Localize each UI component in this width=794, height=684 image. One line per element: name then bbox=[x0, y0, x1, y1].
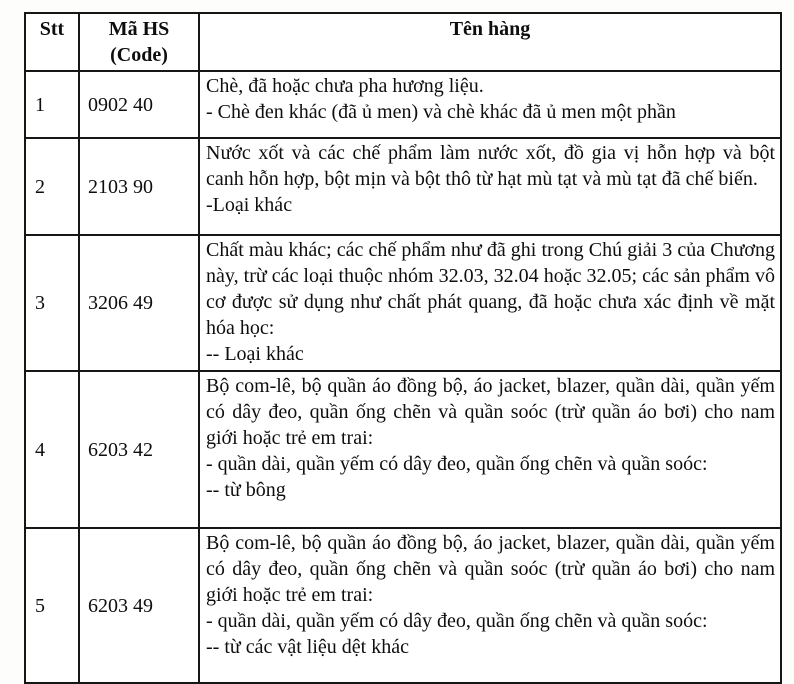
description-paragraph: - Chè đen khác (đã ủ men) và chè khác đã ủ men một phần bbox=[206, 101, 676, 123]
description-paragraph: Chè, đã hoặc chưa pha hương liệu. bbox=[206, 75, 484, 97]
description-cell bbox=[199, 138, 781, 235]
table-row bbox=[25, 528, 781, 683]
description-paragraph: Nước xốt và các chế phẩm làm nước xốt, đồ gia vị hỗn hợp và bột canh hỗn hợp, bột mịn và bột thô từ hạt mù tạt và mù tạt đã chế biến. bbox=[206, 142, 775, 190]
stt-value: 1 bbox=[25, 71, 79, 138]
stt-value: 3 bbox=[25, 235, 79, 371]
description-cell bbox=[199, 371, 781, 528]
table-row bbox=[25, 371, 781, 528]
hs-code-value: 0902 40 bbox=[79, 71, 199, 138]
description-paragraph: Chất màu khác; các chế phẩm như đã ghi trong Chú giải 3 của Chương này, trừ các loại thuộc nhóm 32.03, 32.04 hoặc 32.05; các sản phẩm vô cơ được sử dụng như chất phát quang, đã hoặc chưa xác định về mặt hóa học: bbox=[206, 239, 775, 339]
description-paragraph: Bộ com-lê, bộ quần áo đồng bộ, áo jacket, blazer, quần dài, quần yếm có dây đeo, quần ống chẽn và quần soóc (trừ quần áo bơi) cho nam giới hoặc trẻ em trai: bbox=[206, 375, 775, 449]
table-row bbox=[25, 71, 781, 138]
description-paragraph: - quần dài, quần yếm có dây đeo, quần ống chẽn và quần soóc: bbox=[206, 453, 708, 475]
hs-code-value: 6203 42 bbox=[79, 371, 199, 528]
description-paragraph: -- từ các vật liệu dệt khác bbox=[206, 636, 409, 658]
header-cell-hs-code bbox=[79, 13, 199, 71]
header-hs-code-line1: Mã HS bbox=[108, 18, 170, 40]
table-header-row bbox=[25, 13, 781, 71]
header-cell-ten-hang: Tên hàng bbox=[199, 13, 781, 71]
description-paragraph: - quần dài, quần yếm có dây đeo, quần ống chẽn và quần soóc: bbox=[206, 610, 708, 632]
hs-code-value: 2103 90 bbox=[79, 138, 199, 235]
description-paragraph: Bộ com-lê, bộ quần áo đồng bộ, áo jacket, blazer, quần dài, quần yếm có dây đeo, quần ống chẽn và quần soóc (trừ quần áo bơi) cho nam giới hoặc trẻ em trai: bbox=[206, 532, 775, 606]
stt-value: 2 bbox=[25, 138, 79, 235]
stt-value: 5 bbox=[25, 528, 79, 683]
table-row bbox=[25, 138, 781, 235]
hs-code-value: 3206 49 bbox=[79, 235, 199, 371]
stt-value: 4 bbox=[25, 371, 79, 528]
description-paragraph: -Loại khác bbox=[206, 194, 293, 216]
description-cell bbox=[199, 528, 781, 683]
header-hs-code-line2: (Code) bbox=[110, 44, 168, 66]
table-row bbox=[25, 235, 781, 371]
description-paragraph: -- Loại khác bbox=[206, 343, 304, 365]
description-paragraph: -- từ bông bbox=[206, 479, 286, 501]
hs-code-table bbox=[24, 12, 782, 684]
description-cell bbox=[199, 71, 781, 138]
hs-code-value: 6203 49 bbox=[79, 528, 199, 683]
header-cell-stt: Stt bbox=[25, 13, 79, 71]
description-cell bbox=[199, 235, 781, 371]
